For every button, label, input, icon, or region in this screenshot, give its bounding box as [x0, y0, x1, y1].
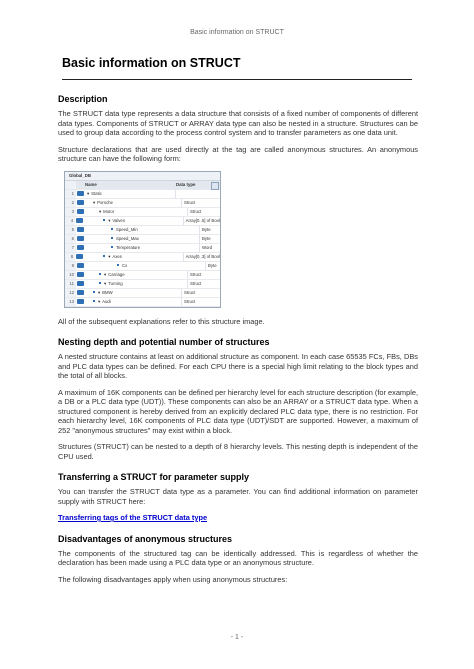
row-name: Motor — [103, 208, 115, 214]
page-title: Basic information on STRUCT — [62, 56, 412, 80]
running-header: Basic information on STRUCT — [190, 29, 284, 36]
table-row — [65, 253, 220, 262]
row-name: Audi — [102, 298, 111, 304]
row-name: Porsche — [97, 199, 113, 205]
row-name: Carriage — [108, 271, 125, 277]
table-row — [65, 235, 220, 244]
member-bullet-icon — [111, 246, 113, 248]
expand-triangle-icon: ▾ — [98, 298, 101, 304]
row-icon-cell — [76, 208, 85, 216]
member-bullet-icon — [111, 237, 113, 239]
transfer-link-line — [58, 513, 418, 523]
row-icon-cell — [76, 199, 85, 207]
description-paragraph-1: The STRUCT data type represents a data structure that consists of a fixed number of components of different data types. Components of STRUCT or ARRAY data type can also be nested in a structure. Structures can be used to group data according to the process control system and to transfer parameters as one data unit. — [58, 109, 418, 137]
row-type: Struct — [181, 289, 220, 297]
row-name-cell — [83, 217, 182, 225]
row-type: Byte — [205, 262, 220, 270]
expand-triangle-icon: ▾ — [104, 271, 107, 277]
table-db-name: Global_DB — [69, 172, 91, 178]
row-icon-cell — [76, 244, 85, 252]
row-number: 8 — [65, 253, 75, 261]
transfer-struct-link[interactable]: Transferring tags of the STRUCT data type — [58, 513, 208, 522]
row-type: Struct — [181, 199, 220, 207]
nesting-paragraph-3: Structures (STRUCT) can be nested to a depth of 8 hierarchy levels. This nesting depth is independent of the CPU used. — [58, 442, 418, 461]
transfer-section — [58, 472, 418, 523]
member-bullet-icon — [111, 228, 113, 230]
row-icon-cell — [75, 253, 83, 261]
row-type: Array[0..3] of Bool — [183, 253, 220, 261]
row-name-cell — [85, 289, 181, 297]
row-type: Struct — [187, 208, 220, 216]
table-row — [65, 217, 220, 226]
row-name: Cx — [122, 262, 128, 268]
row-number: 2 — [65, 199, 76, 207]
tag-icon — [76, 218, 83, 223]
table-header-type — [173, 181, 220, 189]
table-row — [65, 199, 220, 208]
row-type: Struct — [187, 271, 220, 279]
row-name-cell — [85, 271, 187, 279]
row-icon-cell — [76, 226, 85, 234]
row-number: 9 — [65, 262, 76, 270]
row-number: 10 — [65, 271, 76, 279]
table-row — [65, 208, 220, 217]
row-name-cell — [83, 253, 182, 261]
row-type: Word — [199, 244, 220, 252]
member-bullet-icon — [99, 282, 101, 284]
disadvantages-paragraph-1: The components of the structured tag can be identically addressed. This is regardless of whether the declaration has been made using a PLC data type or an anonymous structure. — [58, 548, 418, 567]
row-name: Static — [91, 190, 102, 196]
description-heading: Description — [58, 94, 108, 104]
expand-triangle-icon: ▾ — [87, 190, 90, 196]
row-number: 11 — [65, 280, 76, 288]
row-number: 3 — [65, 208, 76, 216]
nesting-heading: Nesting depth and potential number of structures — [58, 337, 270, 347]
expand-triangle-icon: ▾ — [108, 253, 111, 259]
tag-icon — [77, 290, 84, 295]
table-row — [65, 298, 220, 307]
row-icon-cell — [76, 271, 85, 279]
row-number: 12 — [65, 289, 76, 297]
table-row — [65, 262, 220, 271]
row-name-cell — [85, 244, 199, 252]
expand-triangle-icon: ▾ — [99, 208, 102, 214]
row-icon-cell — [76, 235, 85, 243]
member-bullet-icon — [99, 273, 101, 275]
table-header-num — [65, 181, 76, 189]
row-name: Speed_Min — [116, 226, 138, 232]
page-number: - 1 - — [230, 634, 244, 641]
table-header-row — [65, 181, 220, 190]
row-number: 13 — [65, 298, 76, 306]
disadvantages-paragraph-2: The following disadvantages apply when using anonymous structures: — [58, 574, 288, 584]
row-name-cell — [85, 199, 181, 207]
description-paragraph-2: Structure declarations that are used directly at the tag are called anonymous structures. An anonymous structure can have the following form: — [58, 144, 418, 163]
row-icon-cell — [76, 280, 85, 288]
row-name-cell — [85, 190, 175, 198]
nesting-paragraph-1: A nested structure contains at least on additional structure as component. In each case 65535 FCs, FBs, DBs and PLC data types can be defined. For each CPU there is a special high limit relating to the block types and the total of all blocks. — [58, 352, 418, 380]
tag-icon — [77, 191, 84, 196]
tag-icon — [77, 281, 84, 286]
member-bullet-icon — [93, 300, 95, 302]
row-icon-cell — [76, 190, 85, 198]
table-row — [65, 226, 220, 235]
row-name-cell — [85, 226, 199, 234]
row-name-cell — [85, 298, 181, 306]
row-name-cell — [85, 235, 199, 243]
row-number: 7 — [65, 244, 76, 252]
table-db-title — [65, 172, 220, 181]
struct-table-image — [64, 171, 221, 308]
row-name: BMW — [102, 289, 113, 295]
row-number: 1 — [65, 190, 76, 198]
row-icon-cell — [76, 289, 85, 297]
after-table-paragraph: All of the subsequent explanations refer to this structure image. — [58, 316, 265, 326]
member-bullet-icon — [93, 291, 95, 293]
row-number: 4 — [65, 217, 75, 225]
table-row — [65, 190, 220, 199]
table-row — [65, 289, 220, 298]
row-name-cell — [85, 280, 187, 288]
row-name: Turning — [108, 280, 123, 286]
expand-triangle-icon: ▾ — [98, 289, 101, 295]
member-bullet-icon — [103, 219, 105, 221]
table-row — [65, 244, 220, 253]
row-type: Byte — [199, 235, 220, 243]
table-body — [65, 190, 220, 307]
row-type: Struct — [181, 298, 220, 306]
table-header-name: Name — [85, 181, 97, 187]
row-name: Valves — [112, 217, 125, 223]
row-icon-cell — [76, 262, 85, 270]
document-body — [58, 94, 418, 591]
row-type — [175, 190, 220, 198]
scroll-arrow-icon — [211, 182, 219, 190]
tag-icon — [77, 227, 84, 232]
tag-icon — [77, 272, 84, 277]
table-row — [65, 280, 220, 289]
row-type: Byte — [199, 226, 220, 234]
expand-triangle-icon: ▾ — [108, 217, 111, 223]
disadvantages-heading: Disadvantages of anonymous structures — [58, 533, 233, 544]
row-name: Speed_Max — [116, 235, 139, 241]
table-header-type-label: Data type — [176, 181, 196, 187]
tag-icon — [77, 209, 84, 214]
transfer-paragraph: You can transfer the STRUCT data type as a parameter. You can find additional information on parameter supply with STRUCT here: — [58, 487, 418, 506]
tag-icon — [77, 299, 84, 304]
tag-icon — [76, 254, 83, 259]
row-name: Axes — [112, 253, 122, 259]
row-type: Array[0..5] of Bool — [183, 217, 220, 225]
nesting-paragraph-2: A maximum of 16K components can be defined per hierarchy level for each structure description (for example, a DB or a PLC data type (UDT)). These components can also be an ARRAY or a STRUCT data type. When a structured component is hereby derived from an explicitly declared PLC data type, there is no restriction. For each hierarchy level, 16K components of PLC data type (UDT)/SDT are supported. However, a maximum of 252 "anonymous structures" may exist within a block. — [58, 387, 418, 435]
tag-icon — [77, 263, 84, 268]
expand-triangle-icon: ▾ — [104, 280, 107, 286]
row-name: Temperature — [116, 244, 141, 250]
row-icon-cell — [75, 217, 83, 225]
tag-icon — [77, 245, 84, 250]
table-row — [65, 271, 220, 280]
nesting-section — [58, 337, 418, 461]
row-number: 5 — [65, 226, 76, 234]
row-number: 6 — [65, 235, 76, 243]
transfer-heading: Transferring a STRUCT for parameter supply — [58, 472, 250, 482]
tag-icon — [77, 236, 84, 241]
expand-triangle-icon: ▾ — [93, 199, 96, 205]
member-bullet-icon — [103, 255, 105, 257]
row-name-cell — [85, 208, 187, 216]
tag-icon — [77, 200, 84, 205]
row-icon-cell — [76, 298, 85, 306]
row-type: Struct — [187, 280, 220, 288]
table-header-icon-cell — [76, 181, 85, 189]
row-name-cell — [85, 262, 205, 270]
disadvantages-section — [58, 534, 418, 585]
member-bullet-icon — [117, 264, 119, 266]
